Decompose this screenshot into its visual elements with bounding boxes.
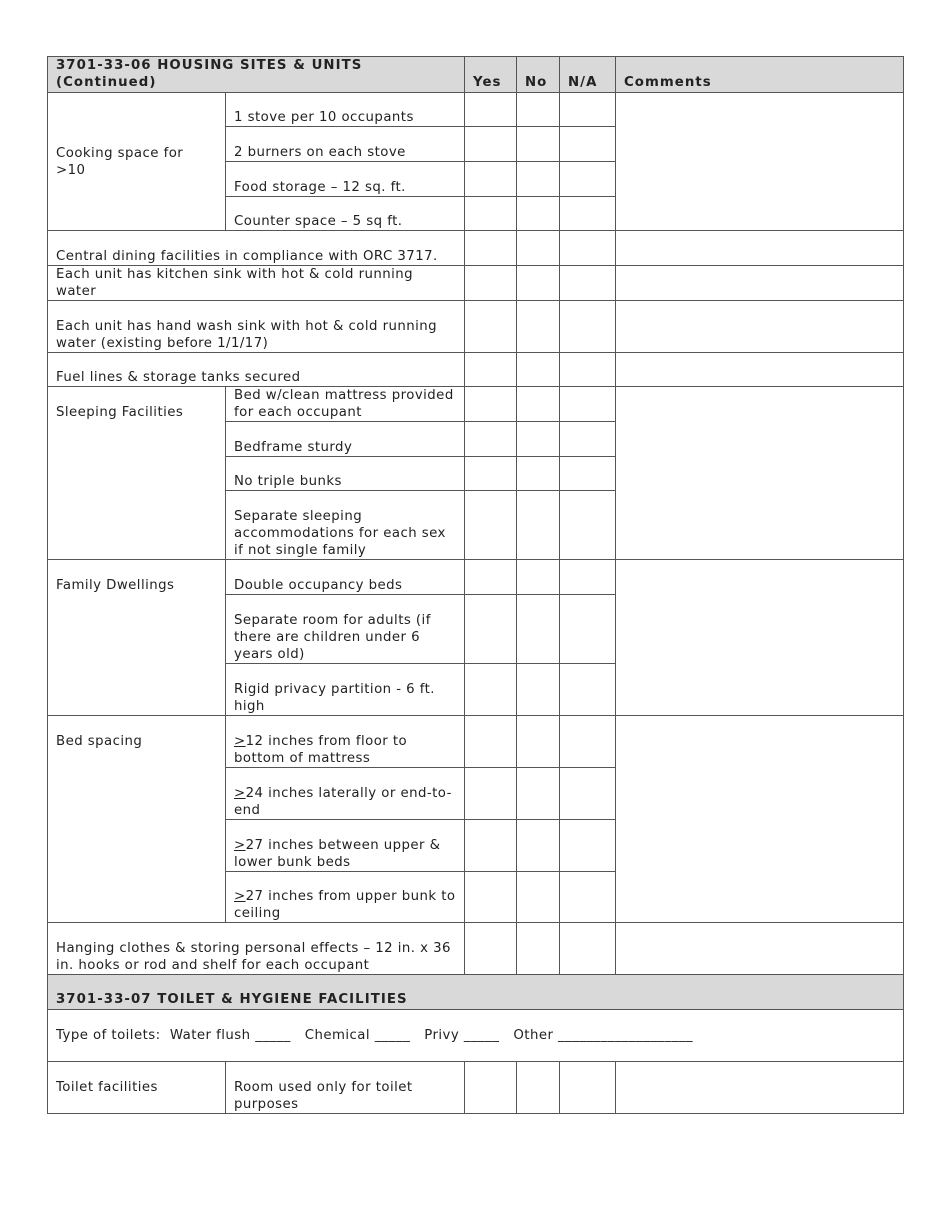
yes-checkbox[interactable]: [465, 768, 517, 820]
table-row: [48, 1010, 904, 1062]
no-checkbox[interactable]: [517, 664, 560, 716]
yes-checkbox[interactable]: [465, 872, 517, 923]
no-checkbox[interactable]: [517, 387, 560, 422]
checklist-item: No triple bunks: [226, 457, 465, 491]
no-checkbox[interactable]: [517, 127, 560, 162]
na-checkbox[interactable]: [560, 820, 616, 872]
checklist-item: Each unit has kitchen sink with hot & cold running water: [48, 266, 465, 301]
checklist-item: Counter space – 5 sq ft.: [226, 197, 465, 231]
checklist-item-text: 24 inches laterally or end-to-end: [234, 786, 452, 818]
checklist-item: Bedframe sturdy: [226, 422, 465, 457]
checklist-item: Room used only for toilet purposes: [226, 1062, 465, 1114]
na-checkbox[interactable]: [560, 127, 616, 162]
no-checkbox[interactable]: [517, 197, 560, 231]
no-checkbox[interactable]: [517, 560, 560, 595]
na-checkbox[interactable]: [560, 301, 616, 353]
comments-field[interactable]: [616, 301, 904, 353]
checklist-table: [47, 56, 904, 1114]
no-checkbox[interactable]: [517, 301, 560, 353]
no-checkbox[interactable]: [517, 93, 560, 127]
yes-checkbox[interactable]: [465, 923, 517, 975]
no-checkbox[interactable]: [517, 1062, 560, 1114]
na-checkbox[interactable]: [560, 422, 616, 457]
checklist-item: Each unit has hand wash sink with hot & cold running water (existing before 1/1/17): [48, 301, 465, 353]
comments-field[interactable]: [616, 1062, 904, 1114]
checklist-item: [226, 872, 465, 923]
checklist-item: Fuel lines & storage tanks secured: [48, 353, 465, 387]
checklist-item: [226, 716, 465, 768]
table-row: [48, 923, 904, 975]
section-title: 3701-33-07 TOILET & HYGIENE FACILITIES: [48, 975, 904, 1010]
table-row: [48, 716, 904, 768]
na-checkbox[interactable]: [560, 595, 616, 664]
greater-or-equal-symbol: >: [234, 786, 246, 801]
family-group-label: Family Dwellings: [48, 560, 226, 716]
yes-checkbox[interactable]: [465, 1062, 517, 1114]
no-checkbox[interactable]: [517, 353, 560, 387]
comments-field[interactable]: [616, 716, 904, 923]
yes-checkbox[interactable]: [465, 664, 517, 716]
checklist-item: [226, 820, 465, 872]
yes-checkbox[interactable]: [465, 491, 517, 560]
yes-checkbox[interactable]: [465, 820, 517, 872]
comments-field[interactable]: [616, 231, 904, 266]
yes-checkbox[interactable]: [465, 231, 517, 266]
na-checkbox[interactable]: [560, 768, 616, 820]
no-checkbox[interactable]: [517, 266, 560, 301]
na-checkbox[interactable]: [560, 560, 616, 595]
table-row: [48, 231, 904, 266]
sleeping-group-label: Sleeping Facilities: [48, 387, 226, 560]
yes-checkbox[interactable]: [465, 93, 517, 127]
no-checkbox[interactable]: [517, 716, 560, 768]
checklist-item: Separate room for adults (if there are children under 6 years old): [226, 595, 465, 664]
table-row: [48, 93, 904, 127]
comments-field[interactable]: [616, 387, 904, 560]
greater-or-equal-symbol: >: [234, 734, 246, 749]
table-row: [48, 266, 904, 301]
na-checkbox[interactable]: [560, 664, 616, 716]
table-row: [48, 560, 904, 595]
comments-field[interactable]: [616, 93, 904, 231]
checklist-item: [226, 768, 465, 820]
no-checkbox[interactable]: [517, 768, 560, 820]
comments-field[interactable]: [616, 560, 904, 716]
checklist-item-text: 12 inches from floor to bottom of mattress: [234, 734, 408, 766]
na-checkbox[interactable]: [560, 457, 616, 491]
no-checkbox[interactable]: [517, 820, 560, 872]
no-column-header: No: [517, 57, 560, 93]
header-row: [48, 57, 904, 93]
checklist-item: 2 burners on each stove: [226, 127, 465, 162]
comments-field[interactable]: [616, 923, 904, 975]
na-checkbox[interactable]: [560, 923, 616, 975]
yes-checkbox[interactable]: [465, 353, 517, 387]
na-column-header: N/A: [560, 57, 616, 93]
yes-checkbox[interactable]: [465, 560, 517, 595]
no-checkbox[interactable]: [517, 595, 560, 664]
checklist-item-text: 27 inches from upper bunk to ceiling: [234, 889, 456, 921]
yes-column-header: Yes: [465, 57, 517, 93]
na-checkbox[interactable]: [560, 387, 616, 422]
na-checkbox[interactable]: [560, 353, 616, 387]
na-checkbox[interactable]: [560, 197, 616, 231]
na-checkbox[interactable]: [560, 266, 616, 301]
yes-checkbox[interactable]: [465, 301, 517, 353]
comments-field[interactable]: [616, 353, 904, 387]
checklist-item: Food storage – 12 sq. ft.: [226, 162, 465, 197]
yes-checkbox[interactable]: [465, 387, 517, 422]
no-checkbox[interactable]: [517, 872, 560, 923]
yes-checkbox[interactable]: [465, 266, 517, 301]
no-checkbox[interactable]: [517, 422, 560, 457]
yes-checkbox[interactable]: [465, 595, 517, 664]
bed-spacing-group-label: Bed spacing: [48, 716, 226, 923]
section-header-row: [48, 975, 904, 1010]
na-checkbox[interactable]: [560, 1062, 616, 1114]
na-checkbox[interactable]: [560, 872, 616, 923]
section-title: 3701-33-06 HOUSING SITES & UNITS (Continued): [48, 57, 465, 93]
checklist-item: Hanging clothes & storing personal effects – 12 in. x 36 in. hooks or rod and shelf for each occupant: [48, 923, 465, 975]
yes-checkbox[interactable]: [465, 716, 517, 768]
table-row: [48, 353, 904, 387]
no-checkbox[interactable]: [517, 923, 560, 975]
comments-field[interactable]: [616, 266, 904, 301]
toilet-facilities-label: Toilet facilities: [48, 1062, 226, 1114]
yes-checkbox[interactable]: [465, 422, 517, 457]
table-row: [48, 1062, 904, 1114]
table-row: [48, 301, 904, 353]
checklist-item: Separate sleeping accommodations for each sex if not single family: [226, 491, 465, 560]
checklist-item: Double occupancy beds: [226, 560, 465, 595]
table-row: [48, 387, 904, 422]
na-checkbox[interactable]: [560, 716, 616, 768]
no-checkbox[interactable]: [517, 231, 560, 266]
greater-or-equal-symbol: >: [234, 838, 246, 853]
na-checkbox[interactable]: [560, 93, 616, 127]
cooking-group-label: Cooking space for >10: [48, 93, 226, 231]
checklist-item: Rigid privacy partition - 6 ft. high: [226, 664, 465, 716]
na-checkbox[interactable]: [560, 162, 616, 197]
na-checkbox[interactable]: [560, 491, 616, 560]
no-checkbox[interactable]: [517, 457, 560, 491]
toilet-types-line[interactable]: Type of toilets: Water flush _____ Chemical _____ Privy _____ Other ___________________: [48, 1010, 904, 1062]
yes-checkbox[interactable]: [465, 127, 517, 162]
na-checkbox[interactable]: [560, 231, 616, 266]
checklist-item: 1 stove per 10 occupants: [226, 93, 465, 127]
yes-checkbox[interactable]: [465, 162, 517, 197]
no-checkbox[interactable]: [517, 491, 560, 560]
checklist-item-text: 27 inches between upper & lower bunk beds: [234, 838, 441, 870]
checklist-item: Central dining facilities in compliance with ORC 3717.: [48, 231, 465, 266]
greater-or-equal-symbol: >: [234, 889, 246, 904]
checklist-item: Bed w/clean mattress provided for each occupant: [226, 387, 465, 422]
yes-checkbox[interactable]: [465, 457, 517, 491]
comments-column-header: Comments: [616, 57, 904, 93]
yes-checkbox[interactable]: [465, 197, 517, 231]
no-checkbox[interactable]: [517, 162, 560, 197]
